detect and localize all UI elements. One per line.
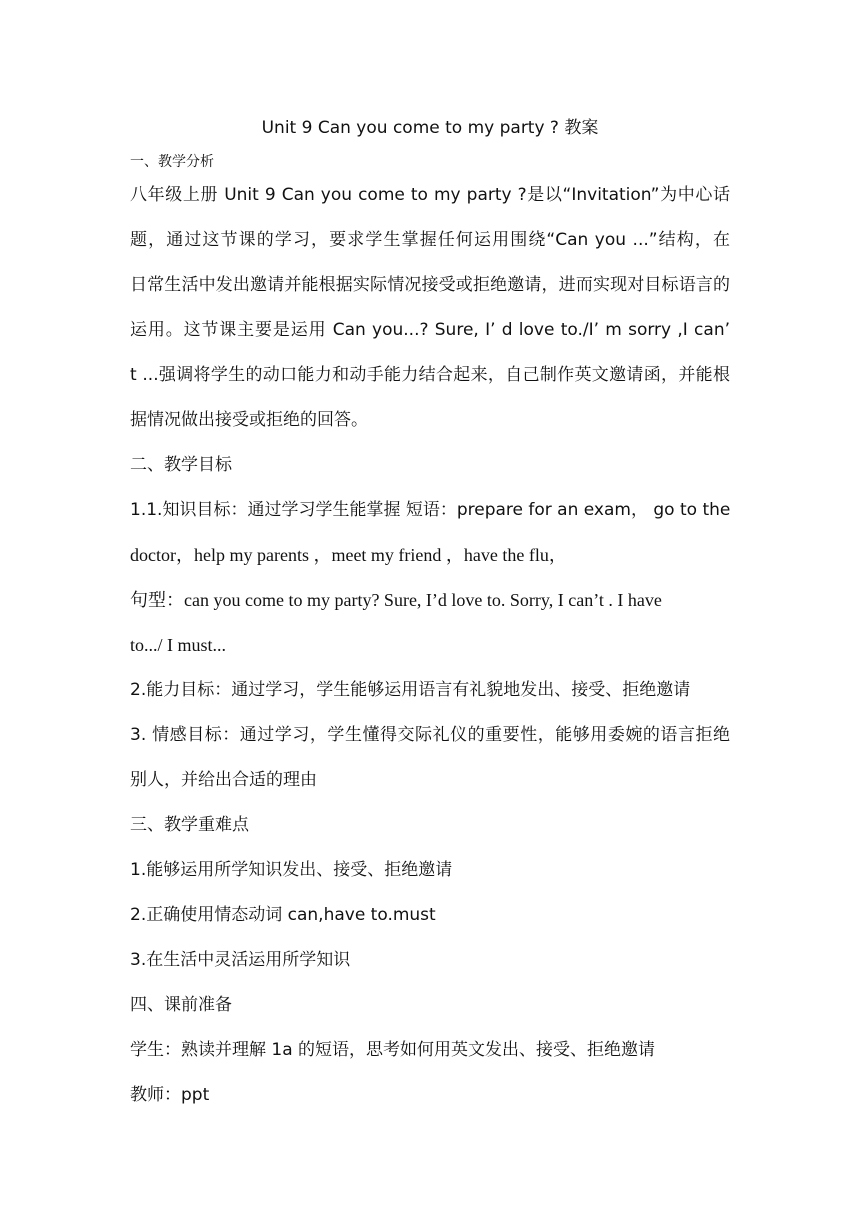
key-point-item: 3.在生活中灵活运用所学知识 (130, 950, 351, 970)
paragraph-line: 八年级上册 Unit 9 Can you come to my party ?是以“Invitation”为中心话 (130, 185, 730, 205)
goal-ability: 2.能力目标：通过学习，学生能够运用语言有礼貌地发出、接受、拒绝邀请 (130, 680, 691, 700)
goal-emotion-line: 3. 情感目标：通过学习，学生懂得交际礼仪的重要性，能够用委婉的语言拒绝 (130, 725, 730, 745)
paragraph-line: 日常生活中发出邀请并能根据实际情况接受或拒绝邀请，进而实现对目标语言的 (130, 275, 730, 295)
section-heading-preparation: 四、课前准备 (130, 995, 232, 1015)
goal-knowledge-line: 句型：can you come to my party? Sure, I’d love to. Sorry, I can’t . I have (130, 590, 662, 610)
paragraph-line: 据情况做出接受或拒绝的回答。 (130, 410, 368, 430)
paragraph-line: 题，通过这节课的学习，要求学生掌握任何运用围绕“Can you ...”结构，在 (130, 230, 730, 250)
document-title: Unit 9 Can you come to my party ? 教案 (261, 118, 599, 138)
goal-knowledge-line: 1.1.知识目标：通过学习学生能掌握 短语：prepare for an exam， go to the (130, 500, 731, 520)
goal-knowledge-line: to.../ I must... (130, 635, 227, 655)
section-heading-goals: 二、教学目标 (130, 455, 232, 475)
section-heading-key-points: 三、教学重难点 (130, 815, 249, 835)
key-point-item: 2.正确使用情态动词 can,have to.must (130, 905, 436, 925)
preparation-teacher: 教师：ppt (130, 1085, 210, 1105)
paragraph-line: 运用。这节课主要是运用 Can you...? Sure, I’ d love to./I’ m sorry ,I can’ (130, 320, 730, 340)
goal-emotion-line: 别人，并给出合适的理由 (130, 770, 317, 790)
key-point-item: 1.能够运用所学知识发出、接受、拒绝邀请 (130, 860, 453, 880)
paragraph-line: t ...强调将学生的动口能力和动手能力结合起来，自己制作英文邀请函，并能根 (130, 365, 730, 385)
section-heading-analysis: 一、教学分析 (130, 154, 214, 170)
preparation-student: 学生：熟读并理解 1a 的短语，思考如何用英文发出、接受、拒绝邀请 (130, 1040, 656, 1060)
goal-knowledge-line: doctor，help my parents ，meet my friend ，have the flu， (130, 545, 567, 565)
